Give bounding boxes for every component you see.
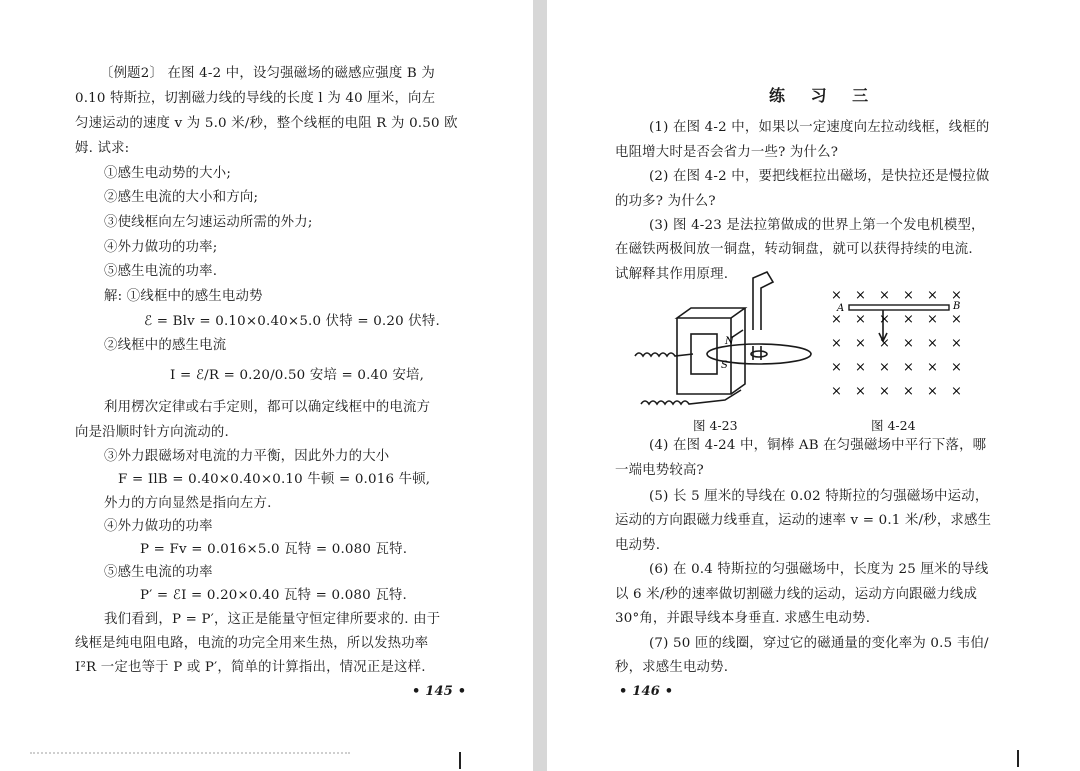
text-line: 线框是纯电阻电路，电流的功完全用来生热，所以发热功率 [75, 636, 429, 651]
magnet-body [677, 308, 745, 318]
text-line: 30°角，并跟导线本身垂直. 求感生电动势. [615, 611, 871, 626]
text-line: 秒，求感生电动势. [615, 660, 729, 675]
label-b: B [953, 301, 961, 312]
equation-line: P = Fv = 0.016×5.0 瓦特 = 0.080 瓦特. [140, 542, 408, 557]
text-line: (6) 在 0.4 特斯拉的匀强磁场中，长度为 25 厘米的导线 [649, 562, 989, 577]
text-line: 0.10 特斯拉，切割磁力线的导线的长度 l 为 40 厘米，向左 [75, 91, 436, 106]
text-line: 运动的方向跟磁力线垂直，运动的速率 v = 0.1 米/秒，求感生 [615, 513, 992, 528]
text-line: ③使线框向左匀速运动所需的外力; [104, 215, 313, 230]
text-line: 我们看到，P = P′，这正是能量守恒定律所要求的. 由于 [104, 612, 441, 627]
scan-mark [459, 752, 461, 769]
field-cross: × [831, 312, 842, 327]
text-line: ⑤感生电流的功率 [104, 565, 213, 580]
text-line: (2) 在图 4-2 中，要把线框拉出磁场，是快拉还是慢拉做 [649, 169, 990, 184]
text-line: ⑤感生电流的功率. [104, 264, 218, 279]
equation-line: P′ = ℰI = 0.20×0.40 瓦特 = 0.080 瓦特. [140, 588, 407, 603]
text-line: 在磁铁两极间放一铜盘，转动铜盘，就可以获得持续的电流. [615, 242, 973, 257]
field-cross: × [879, 336, 890, 351]
text-line: 电阻增大时是否会省力一些? 为什么? [615, 145, 839, 160]
equation-line: F = IlB = 0.40×0.40×0.10 牛顿 = 0.016 牛顿, [118, 472, 431, 487]
figure-caption: 图 4-23 [693, 418, 738, 433]
text-line: 的功多? 为什么? [615, 194, 716, 209]
field-cross: × [903, 360, 914, 375]
text-line: 外力的方向显然是指向左方. [104, 496, 272, 511]
equation-line: ℰ = Blv = 0.10×0.40×5.0 伏特 = 0.20 伏特. [144, 314, 440, 329]
text-line: 利用楞次定律或右手定则，都可以确定线框中的电流方 [104, 400, 431, 415]
field-cross: × [831, 336, 842, 351]
page-number: • 146 • [619, 684, 674, 699]
equation-line: I = ℰ/R = 0.20/0.50 安培 = 0.40 安培, [170, 368, 425, 383]
left-page [0, 0, 533, 771]
text-line: 解: ①线框中的感生电动势 [104, 289, 263, 304]
label-s: S [721, 360, 728, 371]
field-cross: × [927, 312, 938, 327]
right-page [547, 0, 1080, 771]
wire-bottom [641, 390, 741, 404]
scan-mark [1017, 750, 1019, 767]
field-cross: × [903, 384, 914, 399]
field-cross: × [927, 360, 938, 375]
field-cross: × [951, 288, 962, 303]
field-cross: × [855, 384, 866, 399]
field-cross: × [951, 360, 962, 375]
figure-4-23 [633, 268, 813, 414]
field-cross: × [903, 336, 914, 351]
text-line: 电动势. [615, 538, 661, 553]
text-line: 一端电势较高? [615, 463, 704, 478]
label-n: N [725, 336, 734, 347]
text-line: 姆. 试求: [75, 141, 130, 156]
text-line: I²R 一定也等于 P 或 P′，简单的计算指出，情况正是这样. [75, 660, 426, 675]
field-cross: × [879, 288, 890, 303]
field-cross: × [855, 312, 866, 327]
text-line: (7) 50 匝的线圈，穿过它的磁通量的变化率为 0.5 韦伯/ [649, 636, 989, 651]
figure-4-24 [825, 285, 965, 405]
field-cross: × [879, 312, 890, 327]
text-line: 向是沿顺时针方向流动的. [75, 425, 229, 440]
text-line: ②线框中的感生电流 [104, 338, 227, 353]
text-line: 试解释其作用原理. [615, 267, 729, 282]
field-cross: × [879, 384, 890, 399]
field-cross: × [831, 288, 842, 303]
figure-caption: 图 4-24 [871, 418, 916, 433]
text-line: 〔例题2〕 在图 4-2 中，设匀强磁场的磁感应强度 B 为 [100, 66, 436, 81]
field-cross: × [903, 288, 914, 303]
text-line: ②感生电流的大小和方向; [104, 190, 259, 205]
copper-rod [849, 305, 949, 310]
scan-artifact [30, 752, 350, 756]
text-line: (1) 在图 4-2 中，如果以一定速度向左拉动线框，线框的 [649, 120, 990, 135]
field-cross: × [951, 312, 962, 327]
crank-shaft [753, 272, 773, 330]
field-cross: × [903, 312, 914, 327]
field-cross: × [951, 336, 962, 351]
field-cross: × [831, 360, 842, 375]
text-line: ①感生电动势的大小; [104, 166, 232, 181]
field-cross: × [879, 360, 890, 375]
field-cross: × [855, 336, 866, 351]
field-cross: × [951, 384, 962, 399]
page-gutter [533, 0, 547, 771]
field-cross: × [855, 288, 866, 303]
text-line: ④外力做功的功率 [104, 519, 213, 534]
page-number: • 145 • [412, 684, 467, 699]
field-cross: × [927, 288, 938, 303]
field-cross: × [831, 384, 842, 399]
field-cross: × [927, 384, 938, 399]
text-line: 以 6 米/秒的速率做切割磁力线的运动，运动方向跟磁力线成 [615, 587, 978, 602]
field-cross: × [855, 360, 866, 375]
label-a: A [837, 303, 845, 314]
wire-left [635, 353, 693, 356]
text-line: ④外力做功的功率; [104, 240, 218, 255]
exercise-title: 练 习 三 [769, 86, 879, 105]
text-line: ③外力跟磁场对电流的力平衡，因此外力的大小 [104, 449, 390, 464]
text-line: (4) 在图 4-24 中，铜棒 AB 在匀强磁场中平行下落，哪 [649, 438, 987, 453]
text-line: (5) 长 5 厘米的导线在 0.02 特斯拉的匀强磁场中运动， [649, 489, 989, 504]
field-cross: × [927, 336, 938, 351]
text-line: 匀速运动的速度 v 为 5.0 米/秒，整个线框的电阻 R 为 0.50 欧 [75, 116, 458, 131]
text-line: (3) 图 4-23 是法拉第做成的世界上第一个发电机模型， [649, 218, 985, 233]
